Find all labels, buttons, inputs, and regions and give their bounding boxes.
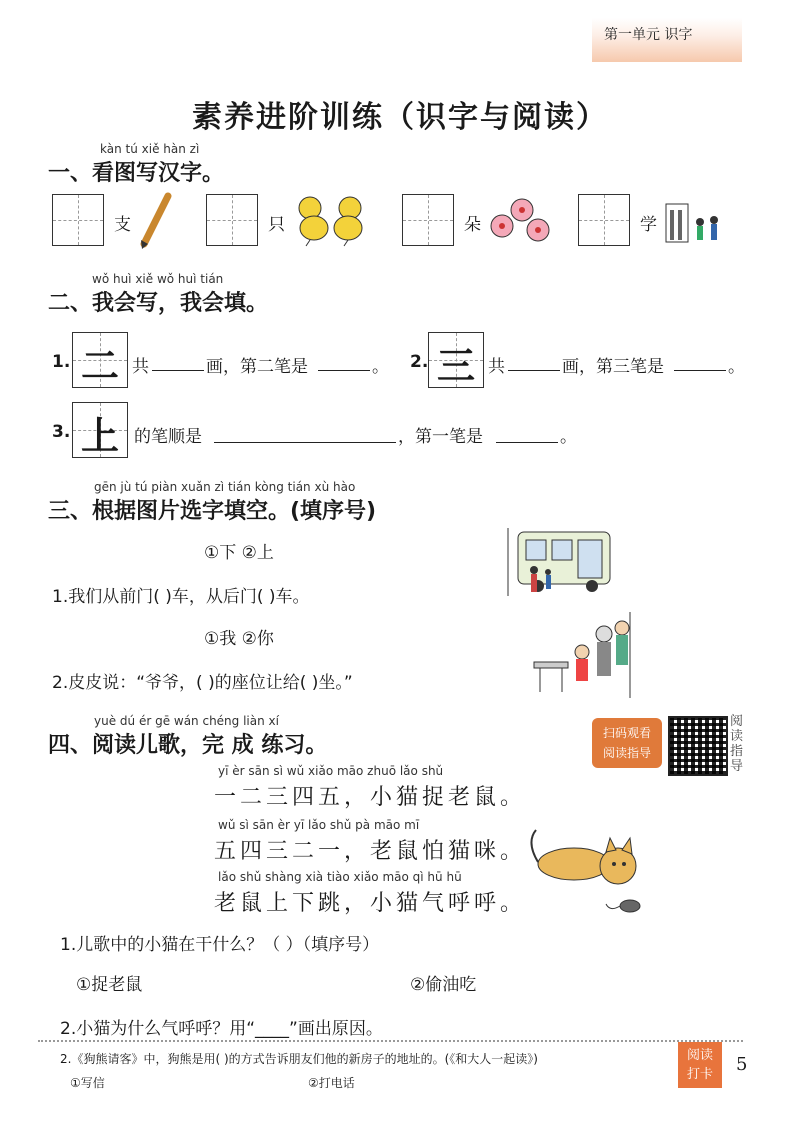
reading-checkin-badge[interactable] [678, 1042, 722, 1088]
q2-3-text1: 的笔顺是 [134, 427, 202, 447]
writing-box-1[interactable] [52, 194, 104, 246]
poem-line2-pinyin: wǔ sì sān èr yī lǎo shǔ pà māo mī [218, 818, 420, 832]
footer-divider [38, 1040, 743, 1042]
blank-er-count[interactable] [152, 370, 204, 371]
poem-line1-pinyin: yī èr sān sì wǔ xiǎo māo zhuō lǎo shǔ [218, 764, 444, 778]
q2-3-end: 。 [560, 427, 577, 447]
q2-2-text2: 画，第三笔是 [562, 357, 664, 377]
page-number: 5 [736, 1054, 748, 1075]
poem-line3: 老鼠上下跳，小猫气呼呼。 [214, 891, 527, 916]
bus-image [504, 526, 614, 602]
section2-heading: 二、我会写，我会填。 [48, 291, 269, 316]
pencil-image [138, 192, 174, 250]
poem-line2: 五四三二一，老鼠怕猫咪。 [214, 839, 527, 864]
blank-shang-order[interactable] [214, 442, 396, 443]
section4-pinyin: yuè dú ér gē wán chéng liàn xí [94, 714, 279, 728]
q2-3-number: 3. [52, 422, 71, 442]
q2-1-end: 。 [372, 357, 389, 377]
section1-pinyin: kàn tú xiě hàn zì [100, 142, 200, 156]
q3-2-text: 2.皮皮说：“爷爷，( )的座位让给( )坐。” [52, 673, 353, 693]
measure-word-4: 学 [640, 215, 657, 235]
q3-1-options: ①下 ②上 [204, 543, 274, 563]
char-box-shang [72, 402, 128, 458]
q4-1-option1: ①捉老鼠 [76, 975, 143, 995]
section3-heading: 三、根据图片选字填空。(填序号) [48, 499, 377, 524]
char-er: 二 [80, 344, 119, 388]
flowers-image [486, 192, 552, 246]
unit-label: 第一单元 识字 [604, 27, 693, 43]
q2-1-text2: 画，第二笔是 [206, 357, 308, 377]
seat-image [530, 612, 634, 698]
writing-box-4[interactable] [578, 194, 630, 246]
footer-option2: ②打电话 [308, 1076, 355, 1090]
q3-2-options: ①我 ②你 [204, 629, 274, 649]
school-image [664, 200, 728, 244]
scan-label-line2: 阅读指导 [602, 746, 651, 760]
char-shang: 上 [80, 414, 119, 458]
chicks-image [292, 188, 372, 248]
section4-heading: 四、阅读儿歌，完 成 练习。 [48, 733, 328, 758]
blank-san-stroke[interactable] [674, 370, 726, 371]
q2-3-text2: ，第一笔是 [398, 427, 483, 447]
qr-code[interactable] [668, 716, 728, 776]
badge-line2: 打卡 [686, 1067, 713, 1082]
reading-guide-side-label: 阅读指导 [730, 714, 744, 774]
measure-word-3: 朵 [464, 215, 481, 235]
q4-1-text: 1.儿歌中的小猫在干什么？（ ）（填序号） [60, 935, 380, 955]
q3-1-text: 1.我们从前门( )车，从后门( )车。 [52, 587, 310, 607]
scan-video-button[interactable] [592, 718, 662, 768]
footer-option1: ①写信 [70, 1076, 105, 1090]
blank-shang-first[interactable] [496, 442, 558, 443]
q2-2-end: 。 [728, 357, 745, 377]
section1-heading: 一、看图写汉字。 [48, 161, 225, 186]
char-box-er [72, 332, 128, 388]
badge-line1: 阅读 [686, 1048, 713, 1063]
unit-tag [592, 18, 742, 62]
q2-1-text1: 共 [132, 357, 149, 377]
section2-pinyin: wǒ huì xiě wǒ huì tián [92, 272, 224, 286]
q4-2-text: 2.小猫为什么气呼呼？用“____”画出原因。 [60, 1019, 383, 1039]
cat-mouse-image [526, 822, 660, 922]
writing-box-2[interactable] [206, 194, 258, 246]
scan-label-line1: 扫码观看 [602, 726, 651, 740]
page-title: 素养进阶训练（识字与阅读） [192, 100, 608, 135]
poem-line1: 一二三四五，小猫捉老鼠。 [214, 785, 527, 810]
measure-word-2: 只 [268, 215, 285, 235]
poem-line3-pinyin: lǎo shǔ shàng xià tiào xiǎo māo qì hū hū [218, 870, 462, 884]
q4-1-option2: ②偷油吃 [410, 975, 477, 995]
blank-er-stroke[interactable] [318, 370, 370, 371]
char-san: 三 [436, 344, 475, 388]
writing-box-3[interactable] [402, 194, 454, 246]
q2-2-text1: 共 [488, 357, 505, 377]
char-box-san [428, 332, 484, 388]
q2-1-number: 1. [52, 352, 71, 372]
q2-2-number: 2. [410, 352, 429, 372]
footer-question: 2.《狗熊请客》中，狗熊是用( )的方式告诉朋友们他的新房子的地址的。(《和大人一起读》) [60, 1052, 538, 1066]
section3-pinyin: gēn jù tú piàn xuǎn zì tián kòng tián xù hào [94, 480, 356, 494]
blank-san-count[interactable] [508, 370, 560, 371]
measure-word-1: 支 [114, 215, 131, 235]
